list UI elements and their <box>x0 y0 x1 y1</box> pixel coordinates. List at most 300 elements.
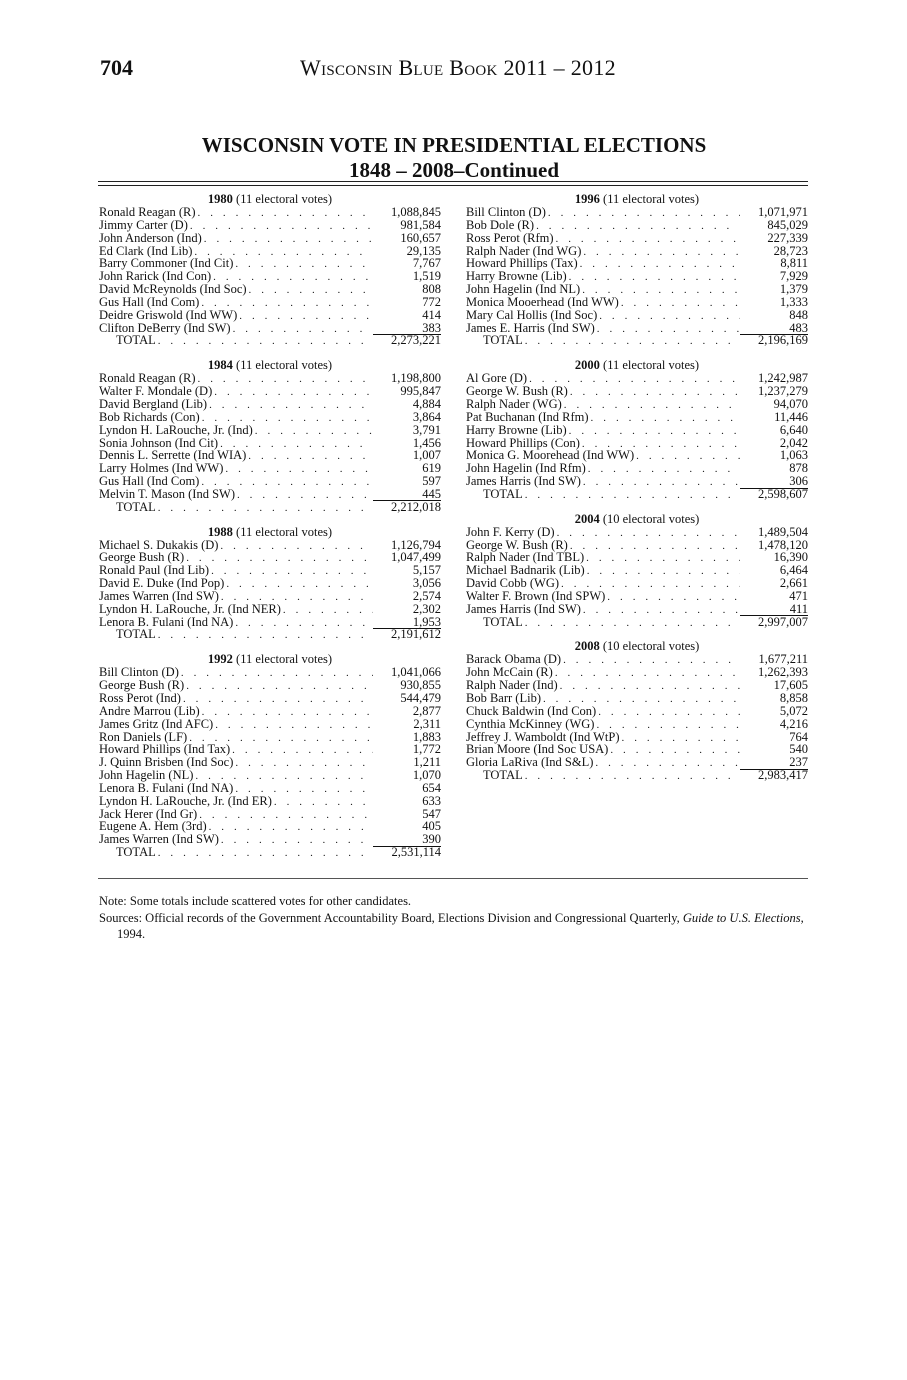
candidate-row <box>466 206 808 219</box>
election-year: 1996 <box>574 192 600 206</box>
votes-value: 3,791 <box>412 422 441 437</box>
dot-leader <box>181 693 373 706</box>
dot-leader <box>156 629 373 642</box>
votes-value: 2,661 <box>779 576 808 591</box>
votes-value: 3,864 <box>412 409 441 424</box>
election-year: 2000 <box>574 358 600 373</box>
candidate-name: George W. Bush (R) <box>466 384 568 399</box>
dot-leader <box>156 847 373 860</box>
candidate-name: Al Gore (D) <box>466 371 528 386</box>
candidate-row <box>99 296 441 309</box>
votes-value: 1,041,066 <box>391 665 441 680</box>
candidate-name: David Bergland (Lib) <box>99 396 208 411</box>
candidate-name: Pat Buchanan (Ind Rfm) <box>466 409 589 424</box>
candidate-name: Walter F. Mondale (D) <box>99 384 213 399</box>
electoral-votes: (11 electoral votes) <box>603 192 700 206</box>
total-row <box>99 334 441 347</box>
page-number: 704 <box>100 55 133 80</box>
election-year: 1992 <box>207 652 233 667</box>
dot-leader <box>179 667 373 680</box>
sources-end: 1994. <box>117 927 146 941</box>
dot-leader <box>555 527 740 540</box>
candidate-name: John Anderson (Ind) <box>99 230 202 245</box>
dot-leader <box>523 335 740 348</box>
total-label: TOTAL <box>116 845 156 860</box>
candidate-votes <box>740 309 808 322</box>
votes-value: 11,446 <box>774 409 808 424</box>
dot-leader <box>207 399 373 412</box>
sources-note <box>99 910 809 942</box>
votes-value: 17,605 <box>773 678 808 693</box>
candidate-name: Michael Badnarik (Lib) <box>466 563 585 578</box>
votes-value: 597 <box>422 474 441 489</box>
dot-leader <box>558 680 740 693</box>
candidate-name: Ross Perot (Rfm) <box>466 230 554 245</box>
candidate-name: George Bush (R) <box>99 550 185 565</box>
votes-value: 1,379 <box>779 282 808 297</box>
left-column <box>99 193 441 871</box>
votes-value: 2,042 <box>779 435 808 450</box>
dot-leader <box>568 386 740 399</box>
candidate-name: Dennis L. Serrette (Ind WIA) <box>99 448 247 463</box>
election-year: 1984 <box>207 358 233 373</box>
total-votes: 2,212,018 <box>391 499 441 514</box>
candidate-name: Bob Richards (Con) <box>99 409 200 424</box>
election-year: 2008 <box>574 639 600 654</box>
title-line-1: WISCONSIN VOTE IN PRESIDENTIAL ELECTIONS <box>201 133 707 157</box>
candidate-name: Gus Hall (Ind Com) <box>99 474 200 489</box>
votes-value: 547 <box>422 806 441 821</box>
election-block-2000 <box>466 359 808 500</box>
dot-leader <box>200 706 373 719</box>
candidate-row <box>99 283 441 296</box>
candidate-row <box>466 232 808 245</box>
dot-leader <box>196 207 373 220</box>
candidate-name: Eugene A. Hem (3rd) <box>99 819 207 834</box>
votes-value: 540 <box>789 742 808 757</box>
total-label: TOTAL <box>483 768 523 783</box>
votes-value: 29,135 <box>406 243 441 258</box>
candidate-row <box>99 475 441 488</box>
votes-value: 414 <box>422 307 441 322</box>
candidate-row <box>466 424 808 437</box>
candidate-name: Lyndon H. LaRouche, Jr. (Ind) <box>99 422 253 437</box>
book-title: Wisconsin Blue Book 2011 – 2012 <box>300 55 616 80</box>
candidate-row <box>466 219 808 232</box>
dot-leader <box>213 719 373 732</box>
candidate-votes <box>373 475 441 488</box>
total-votes: 2,273,221 <box>391 333 441 348</box>
candidate-name: Ron Daniels (LF) <box>99 729 188 744</box>
candidate-name: Bill Clinton (D) <box>99 665 179 680</box>
dot-leader <box>597 310 740 323</box>
electoral-votes: (10 electoral votes) <box>602 639 700 654</box>
election-block-2008 <box>466 640 808 781</box>
candidate-name: Larry Holmes (Ind WW) <box>99 461 224 476</box>
votes-value: 405 <box>422 819 441 834</box>
candidate-name: James Gritz (Ind AFC) <box>99 716 214 731</box>
footnote: Note: Some totals include scattered votes for other candidates. <box>99 894 412 908</box>
votes-value: 845,029 <box>767 217 808 232</box>
total-row <box>466 488 808 501</box>
candidate-name: Lenora B. Fulani (Ind NA) <box>99 614 234 629</box>
dot-leader <box>567 271 740 284</box>
candidate-row <box>99 603 441 616</box>
candidate-row <box>99 309 441 322</box>
votes-value: 1,198,800 <box>391 371 441 386</box>
dot-leader <box>223 463 373 476</box>
votes-value: 483 <box>740 323 808 336</box>
dot-leader <box>246 450 373 463</box>
candidate-row <box>466 309 808 322</box>
dot-leader <box>184 552 373 565</box>
candidate-row <box>466 705 808 718</box>
votes-value: 160,657 <box>400 230 441 245</box>
candidate-name: Ed Clark (Ind Lib) <box>99 243 193 258</box>
candidate-row <box>99 398 441 411</box>
candidate-name: Michael S. Dukakis (D) <box>99 537 219 552</box>
candidate-name: Brian Moore (Ind Soc USA) <box>466 742 609 757</box>
candidate-row <box>99 219 441 232</box>
candidate-name: James Warren (Ind SW) <box>99 832 219 847</box>
votes-value: 1,007 <box>412 448 441 463</box>
votes-value: 1,237,279 <box>758 384 808 399</box>
votes-value: 8,858 <box>779 691 808 705</box>
candidate-row <box>99 590 441 603</box>
dot-leader <box>589 412 740 425</box>
candidate-row <box>99 577 441 590</box>
votes-value: 16,390 <box>773 550 808 565</box>
dot-leader <box>553 667 740 680</box>
candidate-row <box>466 296 808 309</box>
dot-leader <box>581 604 740 617</box>
votes-value: 6,640 <box>779 422 808 437</box>
votes-value: 544,479 <box>400 691 441 705</box>
election-block-2004 <box>466 513 808 629</box>
candidate-name: Howard Phillips (Tax) <box>466 256 578 271</box>
title-double-rule <box>98 181 808 186</box>
dot-leader <box>184 680 373 693</box>
candidate-name: Monica Mooerhead (Ind WW) <box>466 294 619 309</box>
candidate-name: Walter F. Brown (Ind SPW) <box>466 588 606 603</box>
candidate-name: John Hagelin (Ind NL) <box>466 282 581 297</box>
candidate-name: Barack Obama (D) <box>466 652 562 667</box>
title-line-2: 1848 – 2008–Continued <box>348 158 560 182</box>
votes-value: 930,855 <box>400 678 441 693</box>
votes-value: 411 <box>740 604 808 617</box>
election-year: 1980 <box>207 192 233 206</box>
election-heading <box>99 526 441 539</box>
votes-value: 981,584 <box>400 217 441 232</box>
candidate-name: James Warren (Ind SW) <box>99 588 219 603</box>
dot-leader <box>523 617 740 630</box>
dot-leader <box>207 821 373 834</box>
dot-leader <box>523 770 740 783</box>
dot-leader <box>586 463 740 476</box>
votes-value: 8,811 <box>780 256 808 271</box>
dot-leader <box>231 323 373 336</box>
dot-leader <box>202 233 373 246</box>
votes-value: 654 <box>422 780 441 795</box>
footer-rule <box>98 878 808 879</box>
votes-value: 471 <box>789 588 808 603</box>
dot-leader <box>523 489 740 502</box>
total-votes: 2,191,612 <box>391 627 441 642</box>
total-votes: 2,531,114 <box>391 845 441 860</box>
dot-leader <box>567 425 740 438</box>
votes-value: 306 <box>740 476 808 489</box>
dot-leader <box>546 207 740 220</box>
total-row <box>99 501 441 514</box>
candidate-row <box>466 577 808 590</box>
total-votes: 2,598,607 <box>758 486 808 501</box>
candidate-name: Melvin T. Mason (Ind SW) <box>99 486 235 501</box>
dot-leader <box>634 450 740 463</box>
votes-value: 1,070 <box>412 768 441 783</box>
total-votes: 2,983,417 <box>758 768 808 783</box>
candidate-name: Howard Phillips (Con) <box>466 435 580 450</box>
electoral-votes: (11 electoral votes) <box>236 192 333 206</box>
votes-value: 3,056 <box>412 576 441 591</box>
candidate-name: Ronald Paul (Ind Lib) <box>99 563 210 578</box>
dot-leader <box>233 258 373 271</box>
candidate-name: Ross Perot (Ind) <box>99 691 181 705</box>
votes-value: 4,884 <box>412 396 441 411</box>
election-block-1980 <box>99 193 441 347</box>
votes-value: 1,126,794 <box>391 537 441 552</box>
candidate-name: Harry Browne (Lib) <box>466 269 567 284</box>
page-title <box>100 133 808 183</box>
sources-text: Sources: Official records of the Government Accountability Board, Elections Division and Congressional Quarterly, <box>99 911 683 925</box>
candidate-name: John McCain (R) <box>466 665 553 680</box>
electoral-votes: (11 electoral votes) <box>236 358 333 373</box>
votes-value: 1,489,504 <box>758 524 808 539</box>
dot-leader <box>196 373 373 386</box>
candidate-name: John Hagelin (NL) <box>99 768 194 783</box>
sources-italic: Guide to U.S. Elections, <box>682 911 804 925</box>
votes-value: 7,767 <box>412 256 441 271</box>
candidate-name: David E. Duke (Ind Pop) <box>99 576 225 591</box>
right-column <box>466 193 808 794</box>
candidate-name: Gloria LaRiva (Ind S&L) <box>466 755 594 770</box>
votes-value: 2,877 <box>412 703 441 718</box>
candidate-votes <box>373 309 441 322</box>
candidate-name: Jack Herer (Ind Gr) <box>99 806 198 821</box>
candidate-name: Lyndon H. LaRouche, Jr. (Ind ER) <box>99 793 272 808</box>
dot-leader <box>281 604 373 617</box>
votes-value: 1,063 <box>779 448 808 463</box>
dot-leader <box>595 323 740 336</box>
dot-leader <box>197 809 373 822</box>
dot-leader <box>554 233 741 246</box>
votes-value: 7,929 <box>779 269 808 284</box>
candidate-row <box>99 769 441 782</box>
dot-leader <box>212 386 373 399</box>
candidate-name: Lyndon H. LaRouche, Jr. (Ind NER) <box>99 601 281 616</box>
votes-value: 995,847 <box>400 384 441 399</box>
total-label: TOTAL <box>483 333 523 348</box>
candidate-row <box>466 475 808 488</box>
votes-value: 1,772 <box>412 742 441 757</box>
votes-value: 633 <box>422 793 441 808</box>
candidate-row <box>99 411 441 424</box>
dot-leader <box>230 744 373 757</box>
total-row <box>466 334 808 347</box>
votes-value: 1,953 <box>373 617 441 630</box>
dot-leader <box>233 617 373 630</box>
dot-leader <box>237 310 373 323</box>
votes-value: 1,456 <box>412 435 441 450</box>
votes-value: 227,339 <box>767 230 808 245</box>
candidate-name: James Harris (Ind SW) <box>466 601 581 616</box>
candidate-name: Lenora B. Fulani (Ind NA) <box>99 780 234 795</box>
votes-value: 2,302 <box>412 601 441 616</box>
votes-value: 1,088,845 <box>391 205 441 219</box>
candidate-row <box>99 424 441 437</box>
dot-leader <box>156 335 373 348</box>
dot-leader <box>620 732 741 745</box>
votes-value: 383 <box>373 323 441 336</box>
votes-value: 1,519 <box>412 269 441 284</box>
candidate-name: Mary Cal Hollis (Ind Soc) <box>466 307 598 322</box>
candidate-row <box>466 283 808 296</box>
votes-value: 1,047,499 <box>391 550 441 565</box>
candidate-name: Jimmy Carter (D) <box>99 217 188 232</box>
total-votes: 2,196,169 <box>758 333 808 348</box>
candidate-row <box>466 526 808 539</box>
election-block-1988 <box>99 526 441 642</box>
candidate-name: Ronald Reagan (R) <box>99 371 196 386</box>
candidate-name: Ronald Reagan (R) <box>99 205 196 219</box>
votes-value: 237 <box>740 757 808 770</box>
dot-leader <box>593 757 740 770</box>
votes-value: 1,478,120 <box>758 537 808 552</box>
candidate-name: David Cobb (WG) <box>466 576 560 591</box>
dot-leader <box>224 578 373 591</box>
total-label: TOTAL <box>483 486 523 501</box>
electoral-votes: (11 electoral votes) <box>236 652 333 667</box>
candidate-name: Deidre Griswold (Ind WW) <box>99 307 238 322</box>
dot-leader <box>247 284 373 297</box>
votes-value: 764 <box>789 729 808 744</box>
candidate-name: Chuck Baldwin (Ind Con) <box>466 703 597 718</box>
candidate-name: James E. Harris (Ind SW) <box>466 320 595 335</box>
total-label: TOTAL <box>116 333 156 348</box>
candidate-row <box>466 718 808 731</box>
candidate-row <box>99 705 441 718</box>
candidate-name: James Harris (Ind SW) <box>466 474 581 489</box>
votes-value: 1,242,987 <box>758 371 808 386</box>
dot-leader <box>219 834 373 847</box>
dot-leader <box>568 540 740 553</box>
election-block-1996 <box>466 193 808 347</box>
election-year: 1988 <box>207 524 233 539</box>
votes-value: 848 <box>789 307 808 322</box>
election-year: 2004 <box>574 511 600 526</box>
votes-value: 619 <box>422 461 441 476</box>
dot-leader <box>596 706 740 719</box>
candidate-name: Bob Barr (Lib) <box>466 691 541 705</box>
candidate-name: Andre Marrou (Lib) <box>99 703 200 718</box>
candidate-row <box>99 692 441 705</box>
candidate-row <box>99 232 441 245</box>
candidate-row <box>99 718 441 731</box>
candidate-name: Bill Clinton (D) <box>466 205 546 219</box>
votes-value: 878 <box>789 461 808 476</box>
dot-leader <box>253 425 373 438</box>
votes-value: 1,677,211 <box>758 652 808 667</box>
candidate-name: J. Quinn Brisben (Ind Soc) <box>99 755 234 770</box>
candidate-name: Sonia Johnson (Ind Cit) <box>99 435 219 450</box>
dot-leader <box>188 220 373 233</box>
candidate-row <box>99 782 441 795</box>
votes-value: 1,883 <box>412 729 441 744</box>
votes-value: 5,157 <box>412 563 441 578</box>
candidate-votes <box>373 603 441 616</box>
total-row <box>466 769 808 782</box>
dot-leader <box>608 744 740 757</box>
election-block-1992 <box>99 653 441 859</box>
candidate-name: George W. Bush (R) <box>466 537 568 552</box>
candidate-row <box>99 795 441 808</box>
candidate-name: Ralph Nader (Ind) <box>466 678 558 693</box>
votes-value: 1,211 <box>413 755 441 770</box>
votes-value: 2,574 <box>412 588 441 603</box>
candidate-name: David McReynolds (Ind Soc) <box>99 282 247 297</box>
total-row <box>99 628 441 641</box>
dot-leader <box>578 258 740 271</box>
candidate-name: Jeffrey J. Wamboldt (Ind WtP) <box>466 729 620 744</box>
total-row <box>99 846 441 859</box>
candidate-name: John F. Kerry (D) <box>466 524 555 539</box>
dot-leader <box>534 220 740 233</box>
electoral-votes: (10 electoral votes) <box>602 511 700 526</box>
votes-value: 94,070 <box>773 396 808 411</box>
electoral-votes: (11 electoral votes) <box>236 524 333 539</box>
candidate-row <box>466 603 808 616</box>
total-label: TOTAL <box>116 627 156 642</box>
total-label: TOTAL <box>116 499 156 514</box>
candidate-row <box>99 206 441 219</box>
total-row <box>466 616 808 629</box>
candidate-name: John Hagelin (Ind Rfm) <box>466 461 586 476</box>
candidate-name: Barry Commoner (Ind Cit) <box>99 256 234 271</box>
candidate-row <box>466 590 808 603</box>
dot-leader <box>585 565 740 578</box>
votes-value: 772 <box>422 294 441 309</box>
dot-leader <box>619 297 740 310</box>
election-block-1984 <box>99 359 441 513</box>
votes-value: 4,216 <box>779 716 808 731</box>
candidate-row <box>466 398 808 411</box>
electoral-votes: (11 electoral votes) <box>603 358 700 373</box>
candidate-name: Harry Browne (Lib) <box>466 422 567 437</box>
dot-leader <box>581 246 740 259</box>
votes-value: 390 <box>373 834 441 847</box>
votes-value: 5,072 <box>779 703 808 718</box>
candidate-row <box>466 692 808 705</box>
dot-leader <box>156 502 373 515</box>
votes-value: 1,071,971 <box>758 205 808 219</box>
votes-value: 6,464 <box>779 563 808 578</box>
dot-leader <box>581 476 740 489</box>
candidate-name: Clifton DeBerry (Ind SW) <box>99 320 231 335</box>
dot-leader <box>605 591 740 604</box>
candidate-name: Gus Hall (Ind Com) <box>99 294 200 309</box>
dot-leader <box>584 552 740 565</box>
dot-leader <box>272 796 373 809</box>
candidate-row <box>99 488 441 501</box>
